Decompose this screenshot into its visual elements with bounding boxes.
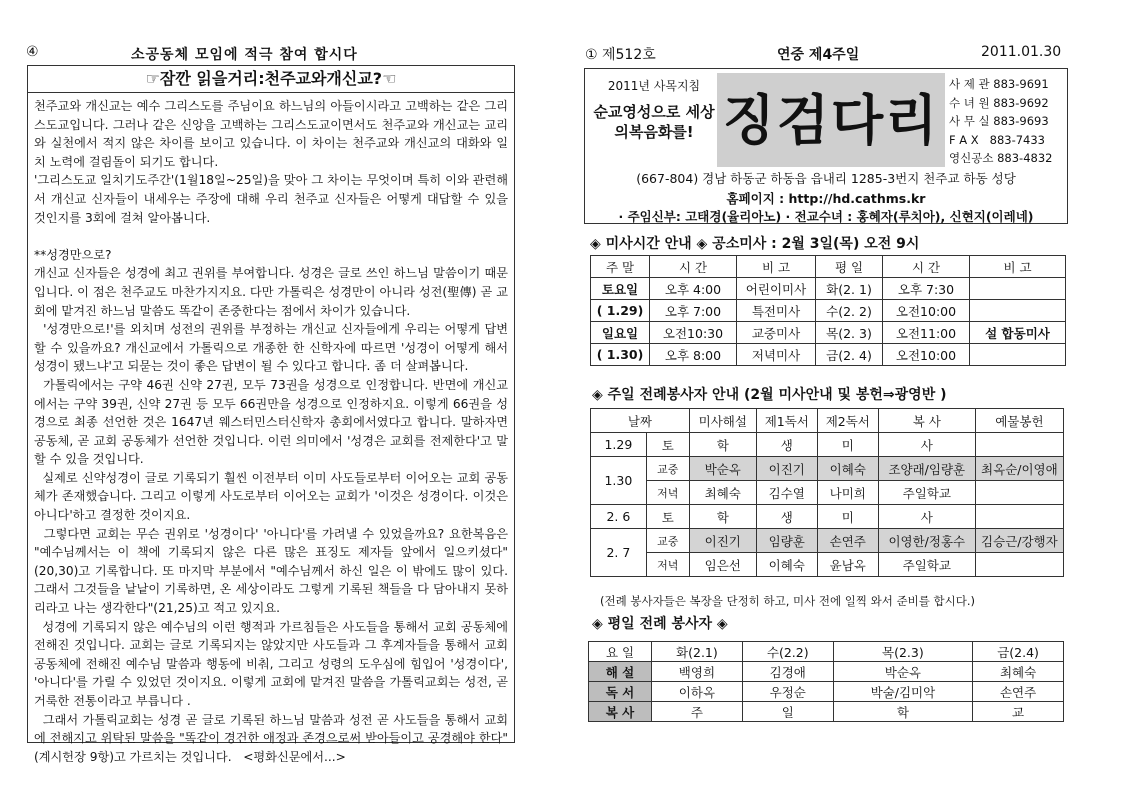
table-header: 수(2.2) (742, 642, 833, 662)
newsletter-logo: 징검다리 (717, 73, 945, 167)
masthead (584, 68, 1068, 224)
table-row (589, 642, 1064, 662)
table-cell: 윤남옥 (817, 553, 878, 577)
table-header: 날짜 (591, 409, 690, 433)
table-cell: 김승근/강행자 (975, 529, 1063, 553)
table-cell: 일요일 (591, 322, 650, 344)
table-cell: 주일학교 (878, 481, 975, 505)
table-row (591, 433, 1064, 457)
table-row (591, 278, 1066, 300)
table-cell: 저녁미사 (737, 344, 816, 366)
table-header: 미사해설 (689, 409, 756, 433)
table-cell: 임량훈 (756, 529, 817, 553)
table-cell: 김수열 (756, 481, 817, 505)
table-cell: 오전11:00 (883, 322, 970, 344)
table-cell: 임은선 (689, 553, 756, 577)
table-header: 금(2.4) (973, 642, 1064, 662)
table-cell (975, 505, 1063, 529)
table-cell: 토요일 (591, 278, 650, 300)
table-cell: 교중 (646, 457, 689, 481)
table-header: 비 고 (970, 256, 1066, 278)
table-cell: 토 (646, 433, 689, 457)
table-cell: 박순옥 (833, 662, 972, 682)
table-cell: 2. 6 (591, 505, 647, 529)
table-row (591, 529, 1064, 553)
table-cell: 이영한/정홍수 (878, 529, 975, 553)
mass-schedule-title: ◈ 미사시간 안내 ◈ 공소미사 : 2월 3일(목) 오전 9시 (590, 236, 920, 252)
table-cell: 미 (817, 505, 878, 529)
table-row (591, 409, 1064, 433)
table-cell: 생 (756, 433, 817, 457)
table-header: 주 말 (591, 256, 650, 278)
table-cell: 독 서 (589, 682, 652, 702)
table-cell: 오후 7:00 (650, 300, 737, 322)
table-cell: 이혜숙 (756, 553, 817, 577)
table-cell: 설 합동미사 (970, 322, 1066, 344)
table-cell: 저녁 (646, 553, 689, 577)
table-cell: 2. 7 (591, 529, 647, 577)
table-cell: 이혜숙 (817, 457, 878, 481)
table-cell: 일 (742, 702, 833, 722)
table-cell: 사 (878, 505, 975, 529)
table-cell: 교중미사 (737, 322, 816, 344)
table-cell: 미 (817, 433, 878, 457)
table-cell: 특전미사 (737, 300, 816, 322)
table-cell: 오후 7:30 (883, 278, 970, 300)
table-header: 목(2.3) (833, 642, 972, 662)
table-row (591, 505, 1064, 529)
table-cell: 최옥순/이영애 (975, 457, 1063, 481)
table-cell (970, 278, 1066, 300)
table-cell: 토 (646, 505, 689, 529)
table-cell: ( 1.30) (591, 344, 650, 366)
article-box (27, 65, 515, 764)
table-cell: 생 (756, 505, 817, 529)
table-cell (975, 553, 1063, 577)
table-cell: 1.30 (591, 457, 647, 505)
table-row (591, 457, 1064, 481)
servers-title: ◈ 주일 전례봉사자 안내 (2월 미사안내 및 봉헌⇒광영반 ) (592, 387, 947, 403)
table-cell: 저녁 (646, 481, 689, 505)
mass-schedule-table (590, 255, 1066, 366)
table-cell (970, 300, 1066, 322)
issue-date: 2011.01.30 (981, 44, 1062, 60)
church-address: (667-804) 경남 하동군 하동읍 읍내리 1285-3번지 천주교 하동 성당 (636, 171, 1016, 186)
sunday-name: 연중 제4주일 (777, 47, 860, 63)
table-cell: 어린이미사 (737, 278, 816, 300)
right-page-header (585, 42, 1065, 64)
table-cell: 오전10:30 (650, 322, 737, 344)
table-header: 제1독서 (756, 409, 817, 433)
table-header: 시 간 (883, 256, 970, 278)
table-header: 복 사 (878, 409, 975, 433)
table-cell: 학 (689, 505, 756, 529)
table-row (591, 481, 1064, 505)
table-cell: 이진기 (689, 529, 756, 553)
table-cell: 박술/김미악 (833, 682, 972, 702)
issue-number: ① 제512호 (585, 47, 656, 63)
table-cell: 금(2. 4) (816, 344, 883, 366)
table-cell (970, 344, 1066, 366)
weekday-servers-table (588, 641, 1064, 722)
left-page-header (26, 42, 516, 64)
policy-year: 2011년 사목지침 (607, 79, 701, 93)
table-cell: 해 설 (589, 662, 652, 682)
table-cell: 수(2. 2) (816, 300, 883, 322)
table-cell: 우정순 (742, 682, 833, 702)
table-row (591, 256, 1066, 278)
table-cell: 오전10:00 (883, 344, 970, 366)
table-cell: 복 사 (589, 702, 652, 722)
table-header: 시 간 (650, 256, 737, 278)
table-row (591, 322, 1066, 344)
table-cell: 이진기 (756, 457, 817, 481)
table-cell: 1.29 (591, 433, 647, 457)
table-cell: 교중 (646, 529, 689, 553)
table-cell: 김경애 (742, 662, 833, 682)
left-slogan: 소공동체 모임에 적극 참여 합시다 (131, 47, 358, 63)
table-cell (975, 433, 1063, 457)
table-row (589, 662, 1064, 682)
servers-table (590, 408, 1064, 577)
table-cell: 손연주 (973, 682, 1064, 702)
table-cell (975, 481, 1063, 505)
table-cell: 손연주 (817, 529, 878, 553)
table-row (591, 344, 1066, 366)
table-cell: 조양래/임량훈 (878, 457, 975, 481)
table-cell: 오후 8:00 (650, 344, 737, 366)
table-row (591, 300, 1066, 322)
policy-text: 순교영성으로 세상의복음화를! (593, 103, 715, 141)
table-cell: 주 (652, 702, 743, 722)
table-cell: 교 (973, 702, 1064, 722)
table-cell: 주일학교 (878, 553, 975, 577)
table-cell: 이하옥 (652, 682, 743, 702)
table-cell: 학 (689, 433, 756, 457)
table-cell: 오전10:00 (883, 300, 970, 322)
pastoral-policy (593, 77, 715, 165)
table-cell: 화(2. 1) (816, 278, 883, 300)
article-body: 천주교와 개신교는 예수 그리스도를 주님이요 하느님의 아들이시라고 고백하는 같은 그리스도교입니다. 그러나 같은 신앙을 고백하는 그리스도교이면서도 천주교와 개신교는 교리와 실천에서 적지 않은 차이를 보이고 있습니다. 이 차이는 천주교와 개신교의 대화와 일치 노력에 걸림돌이 되기도 합니다. '그리스도교 일치기도주간'(1월18일~25일)을 맞아 그 차이는 무엇이며 특히 이와 관련해서 개신교 신자들이 내세우는 주장에 대해 우리 천주교 신자들은 어떻게 대답할 수 있을 것인지를 3회에 걸쳐 알아봅니다. **성경만으로? 개신교 신자들은 성경에 최고 권위를 부여합니다. 성경은 글로 쓰인 하느님 말씀이기 때문입니다. 이 점은 천주교도 마찬가지지요. 다만 가톨릭은 성경만이 아니라 성전(聖傳) 곧 교회에 맡겨진 하느님 말씀도 똑같이 존중한다는 점에서 차이가 있습니다. '성경만으로!'를 외치며 성전의 권위를 부정하는 개신교 신자들에게 우리는 어떻게 답변할 수 있을까요? 개신교에서 가톨릭으로 개종한 한 신학자에 따르면 '성경이 어떻게 해서 성경이 됐느냐'고 되묻는 것이 좋은 답변이 될 수 있다고 합니다. 좀 더 살펴봅니다. 가톨릭에서는 구약 46권 신약 27권, 모두 73권을 성경으로 인정합니다. 반면에 개신교에서는 구약 39권, 신약 27권 등 모두 66권만을 성경으로 인정하지요. 이렇게 66권을 성경으로 최종 선언한 것은 1647년 웨스터민스터신학자 총회에서였다고 합니다. 말하자면 공동체, 곧 교회 공동체가 선언한 것입니다. 이런 의미에서 '성경은 교회를 전제한다'고 말할 수 있을 것입니다. 실제로 신약성경이 글로 기록되기 훨씬 이전부터 이미 사도들로부터 이어오는 교회 공동체가 존재했습니다. 그리고 이렇게 사도로부터 이어오는 교회가 '이것은 성경이다. 이것은 아니다'하고 결정한 것이지요. 그렇다면 교회는 무슨 권위로 '성경이다' '아니다'를 가려낼 수 있었을까요? 요한복음은 "예수님께서는 이 책에 기록되지 않은 다른 많은 표징도 제자들 앞에서 일으키셨다"(20,30)고 기록합니다. 또 마지막 부분에서 "예수님께서 하신 일은 이 밖에도 많이 있다. 그래서 그것들을 낱낱이 기록하면, 온 세상이라도 그렇게 기록된 책들을 다 담아내지 못하리라고 나는 생각한다"(21,25)고 적고 있지요. 성경에 기록되지 않은 예수님의 이런 행적과 가르침들은 사도들을 통해서 교회 공동체에 전해진 것입니다. 교회는 글로 기록되지는 않았지만 사도들과 그 후계자들을 통해서 교회 공동체에 전해진 예수님 말씀과 행동에 비춰, 그리고 성령의 도우심에 힘입어 '성경이다', '아니다'를 가릴 수 있었던 것이지요. 이렇게 교회에 맡겨진 말씀을 가톨릭교회는 성전, 곧 거룩한 전통이라고 부릅니다 . 그래서 가톨릭교회는 성경 곧 글로 기록된 하느님 말씀과 성전 곧 사도들을 통해서 교회에 전해지고 위탁된 말씀을 "똑같이 경건한 애정과 존경으로써 받아들이고 공경해야 한다"(계시헌장 9항)고 가르치는 것입니다. <평화신문에서...> (34, 99, 509, 764)
table-cell: 백영희 (652, 662, 743, 682)
table-row (589, 702, 1064, 722)
table-header: 비 고 (737, 256, 816, 278)
table-cell: 최혜숙 (689, 481, 756, 505)
table-cell: 학 (833, 702, 972, 722)
table-cell: 나미희 (817, 481, 878, 505)
article-title: ☞잠깐 읽을거리:천주교와개신교?☜ (28, 66, 514, 93)
servers-note: (전례 봉사자들은 복장을 단정히 하고, 미사 전에 일찍 와서 준비를 합시다.) (600, 594, 975, 608)
table-header: 제2독서 (817, 409, 878, 433)
left-page-number: ④ (26, 44, 39, 60)
table-row (589, 682, 1064, 702)
weekday-servers-title: ◈ 평일 전례 봉사자 ◈ (592, 616, 728, 632)
table-cell: 오후 4:00 (650, 278, 737, 300)
table-cell: 목(2. 3) (816, 322, 883, 344)
homepage-link[interactable]: 홈페이지 : http://hd.cathms.kr (726, 191, 926, 206)
contact-numbers: 사 제 관 883-9691 수 녀 원 883-9692 사 무 실 883-9693 F A X 883-7433 영신공소 883-4832 (949, 77, 1053, 166)
table-header: 화(2.1) (652, 642, 743, 662)
table-header: 요 일 (589, 642, 652, 662)
table-cell: 최혜숙 (973, 662, 1064, 682)
table-header: 예물봉헌 (975, 409, 1063, 433)
table-cell: 사 (878, 433, 975, 457)
clergy-staff: · 주임신부: 고태경(율리아노) · 전교수녀 : 홍혜자(루치아), 신현지(이레네) (618, 209, 1034, 224)
table-header: 평 일 (816, 256, 883, 278)
table-cell: ( 1.29) (591, 300, 650, 322)
table-row (591, 553, 1064, 577)
table-cell: 박순옥 (689, 457, 756, 481)
